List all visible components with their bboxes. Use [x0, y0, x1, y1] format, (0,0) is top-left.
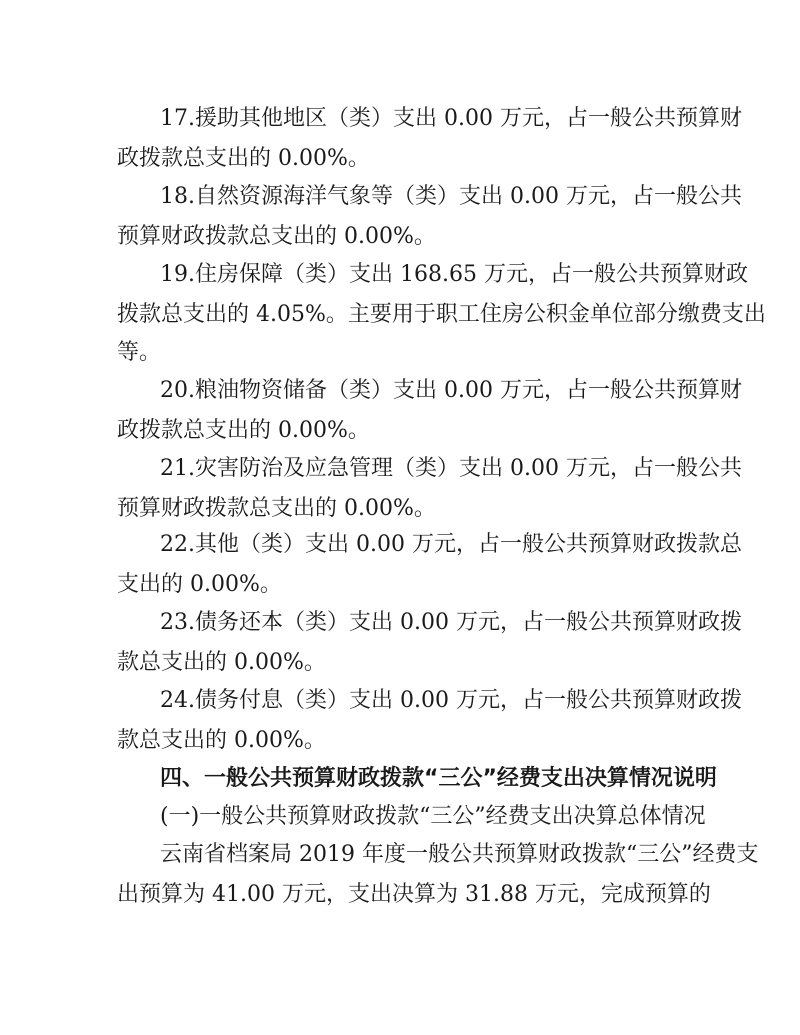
item-22-line-1: 22.其他（类）支出 0.00 万元，占一般公共预算财政拨款总: [160, 532, 742, 557]
item-18-line-1: 18.自然资源海洋气象等（类）支出 0.00 万元，占一般公共: [160, 184, 742, 209]
item-21-line-2: 预算财政拨款总支出的 0.00%。: [117, 496, 436, 521]
subsection-heading: (一)一般公共预算财政拨款“三公”经费支出决算总体情况: [160, 804, 706, 829]
item-18-line-2: 预算财政拨款总支出的 0.00%。: [117, 224, 436, 249]
item-23-line-1: 23.债务还本（类）支出 0.00 万元，占一般公共预算财政拨: [160, 610, 742, 635]
item-19-line-3: 等。: [117, 340, 162, 365]
item-17-line-1: 17.援助其他地区（类）支出 0.00 万元，占一般公共预算财: [160, 106, 742, 131]
item-23-line-2: 款总支出的 0.00%。: [117, 650, 326, 675]
item-20-line-1: 20.粮油物资储备（类）支出 0.00 万元，占一般公共预算财: [160, 378, 742, 403]
item-21-line-1: 21.灾害防治及应急管理（类）支出 0.00 万元，占一般公共: [160, 456, 742, 481]
item-20-line-2: 政拨款总支出的 0.00%。: [117, 418, 370, 443]
final-paragraph-line-1: 云南省档案局 2019 年度一般公共预算财政拨款“三公”经费支: [160, 842, 759, 867]
item-19-line-1: 19.住房保障（类）支出 168.65 万元，占一般公共预算财政: [160, 262, 748, 287]
section-heading: 四、一般公共预算财政拨款“三公”经费支出决算情况说明: [160, 766, 717, 791]
final-paragraph-line-2: 出预算为 41.00 万元，支出决算为 31.88 万元，完成预算的: [117, 882, 711, 907]
item-19-line-2: 拨款总支出的 4.05%。主要用于职工住房公积金单位部分缴费支出: [117, 302, 766, 327]
item-17-line-2: 政拨款总支出的 0.00%。: [117, 146, 370, 171]
item-24-line-1: 24.债务付息（类）支出 0.00 万元，占一般公共预算财政拨: [160, 688, 742, 713]
item-22-line-2: 支出的 0.00%。: [117, 572, 282, 597]
item-24-line-2: 款总支出的 0.00%。: [117, 728, 326, 753]
